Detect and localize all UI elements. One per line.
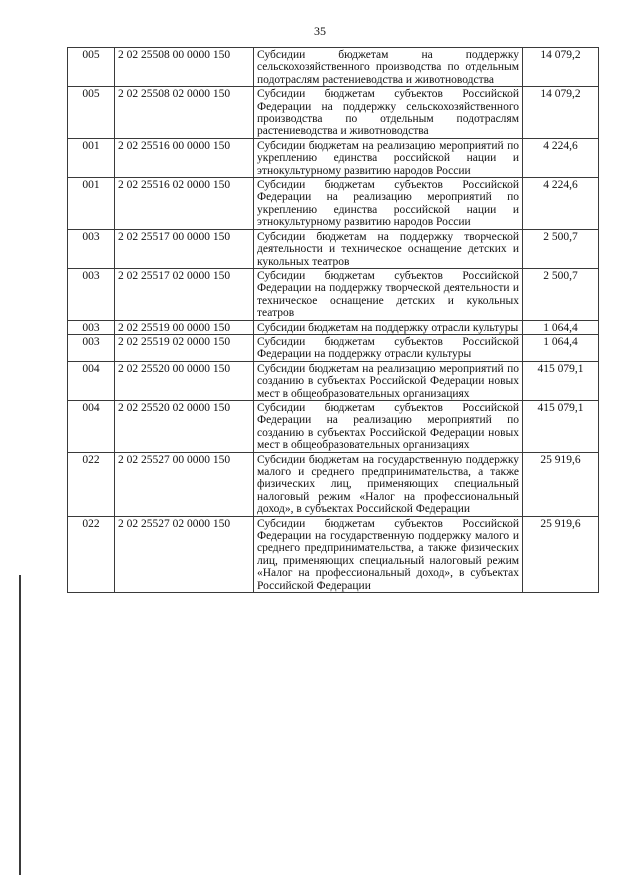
- admin-code-cell: 001: [68, 138, 115, 177]
- revenue-name-cell: Субсидии бюджетам субъектов Российской Федерации на поддержку творческой деятельности и техническое оснащение детских и кукольных театров: [254, 268, 523, 320]
- table-row: [68, 320, 599, 334]
- amount-cell: 25 919,6: [523, 452, 599, 516]
- revenue-name-cell: Субсидии бюджетам на реализацию мероприятий по укреплению единства российской нации и этнокультурному развитию народов России: [254, 138, 523, 177]
- admin-code-cell: 005: [68, 48, 115, 87]
- table-row: [68, 268, 599, 320]
- admin-code-cell: 004: [68, 361, 115, 400]
- amount-cell: 4 224,6: [523, 138, 599, 177]
- budget-code-cell: 2 02 25520 00 0000 150: [115, 361, 254, 400]
- amount-cell: 14 079,2: [523, 87, 599, 139]
- table-body: [68, 48, 599, 593]
- admin-code-cell: 005: [68, 87, 115, 139]
- budget-code-cell: 2 02 25517 02 0000 150: [115, 268, 254, 320]
- budget-code-cell: 2 02 25508 00 0000 150: [115, 48, 254, 87]
- admin-code-cell: 003: [68, 268, 115, 320]
- amount-cell: 4 224,6: [523, 178, 599, 230]
- revenue-name-cell: Субсидии бюджетам субъектов Российской Федерации на поддержку сельскохозяйственного производства по отдельным подотраслям растениеводства и животноводства: [254, 87, 523, 139]
- budget-code-cell: 2 02 25517 00 0000 150: [115, 229, 254, 268]
- amount-cell: 14 079,2: [523, 48, 599, 87]
- table-row: [68, 516, 599, 592]
- budget-code-cell: 2 02 25527 02 0000 150: [115, 516, 254, 592]
- table-row: [68, 400, 599, 452]
- revenue-name-cell: Субсидии бюджетам на поддержку отрасли культуры: [254, 320, 523, 334]
- page-number: 35: [314, 24, 326, 38]
- revenue-name-cell: Субсидии бюджетам субъектов Российской Федерации на поддержку отрасли культуры: [254, 334, 523, 361]
- table-row: [68, 138, 599, 177]
- amount-cell: 25 919,6: [523, 516, 599, 592]
- budget-code-cell: 2 02 25516 02 0000 150: [115, 178, 254, 230]
- budget-code-cell: 2 02 25508 02 0000 150: [115, 87, 254, 139]
- budget-code-cell: 2 02 25527 00 0000 150: [115, 452, 254, 516]
- admin-code-cell: 022: [68, 452, 115, 516]
- revenue-name-cell: Субсидии бюджетам субъектов Российской Федерации на реализацию мероприятий по укреплению единства российской нации и этнокультурному развитию народов России: [254, 178, 523, 230]
- admin-code-cell: 022: [68, 516, 115, 592]
- table-row: [68, 178, 599, 230]
- table-row: [68, 334, 599, 361]
- budget-code-cell: 2 02 25520 02 0000 150: [115, 400, 254, 452]
- amount-cell: 1 064,4: [523, 320, 599, 334]
- table-row: [68, 452, 599, 516]
- budget-code-cell: 2 02 25516 00 0000 150: [115, 138, 254, 177]
- table-row: [68, 48, 599, 87]
- revenue-name-cell: Субсидии бюджетам на поддержку творческой деятельности и техническое оснащение детских и кукольных театров: [254, 229, 523, 268]
- admin-code-cell: 003: [68, 320, 115, 334]
- admin-code-cell: 004: [68, 400, 115, 452]
- revenue-name-cell: Субсидии бюджетам на реализацию мероприятий по созданию в субъектах Российской Федерации новых мест в общеобразовательных организациях: [254, 361, 523, 400]
- margin-rule: [19, 575, 21, 875]
- budget-code-cell: 2 02 25519 02 0000 150: [115, 334, 254, 361]
- budget-revenue-table: [67, 47, 599, 593]
- revenue-name-cell: Субсидии бюджетам на поддержку сельскохозяйственного производства по отдельным подотраслям растениеводства и животноводства: [254, 48, 523, 87]
- table-row: [68, 361, 599, 400]
- amount-cell: 415 079,1: [523, 361, 599, 400]
- revenue-name-cell: Субсидии бюджетам субъектов Российской Федерации на реализацию мероприятий по созданию в субъектах Российской Федерации новых мест в общеобразовательных организациях: [254, 400, 523, 452]
- admin-code-cell: 001: [68, 178, 115, 230]
- amount-cell: 2 500,7: [523, 268, 599, 320]
- admin-code-cell: 003: [68, 334, 115, 361]
- table-row: [68, 229, 599, 268]
- amount-cell: 415 079,1: [523, 400, 599, 452]
- amount-cell: 1 064,4: [523, 334, 599, 361]
- admin-code-cell: 003: [68, 229, 115, 268]
- budget-code-cell: 2 02 25519 00 0000 150: [115, 320, 254, 334]
- revenue-name-cell: Субсидии бюджетам субъектов Российской Федерации на государственную поддержку малого и среднего предпринимательства, а также физических лиц, применяющих специальный налоговый режим «Налог на профессиональный доход», в субъектах Российской Федерации: [254, 516, 523, 592]
- table-row: [68, 87, 599, 139]
- revenue-name-cell: Субсидии бюджетам на государственную поддержку малого и среднего предпринимательства, а также физических лиц, применяющих специальный налоговый режим «Налог на профессиональный доход», в субъектах Российской Федерации: [254, 452, 523, 516]
- amount-cell: 2 500,7: [523, 229, 599, 268]
